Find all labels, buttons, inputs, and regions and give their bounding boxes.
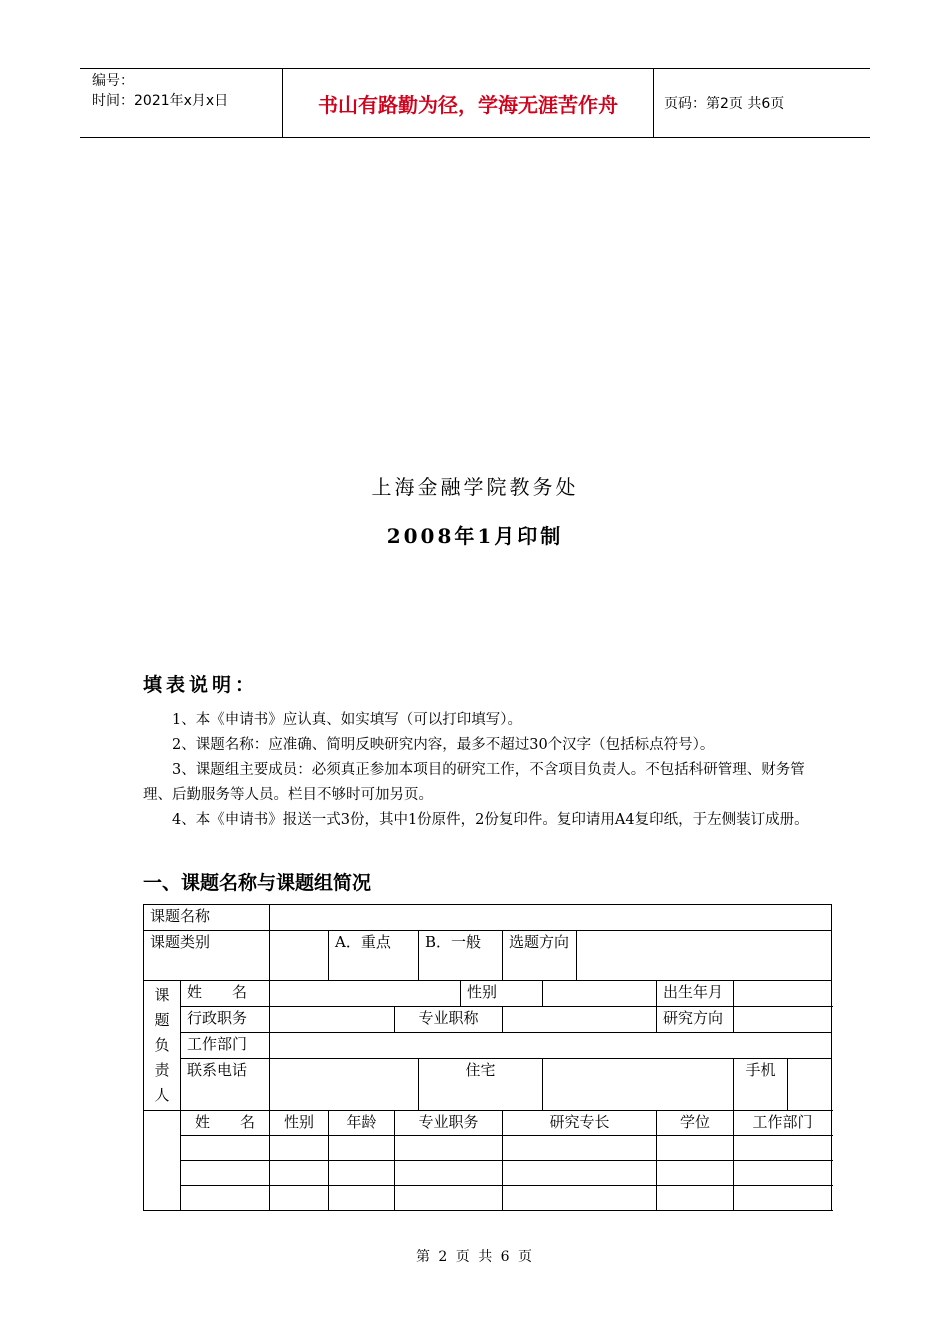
- table-row: [144, 1161, 832, 1186]
- member-title-field[interactable]: [395, 1186, 503, 1211]
- instructions-title: 填表说明：: [143, 674, 259, 696]
- leader-gender-label: 性别: [461, 981, 543, 1007]
- header-page-info: 页码：第2页 共6页: [664, 96, 785, 112]
- section-title: 一、课题名称与课题组简况: [143, 872, 372, 894]
- member-gender-field[interactable]: [270, 1136, 329, 1161]
- member-gender-field[interactable]: [270, 1161, 329, 1186]
- member-title-field[interactable]: [395, 1161, 503, 1186]
- header-meta: [80, 69, 282, 137]
- prof-title-field[interactable]: [503, 1007, 657, 1033]
- admin-post-field[interactable]: [270, 1007, 395, 1033]
- table-row: [144, 1136, 832, 1161]
- member-degree-field[interactable]: [657, 1186, 734, 1211]
- time-label: 时间：2021年x月x日: [92, 93, 229, 109]
- application-form-table: [143, 904, 832, 1211]
- department-field[interactable]: [270, 1033, 832, 1059]
- member-name-field[interactable]: [181, 1161, 270, 1186]
- member-age-field[interactable]: [329, 1186, 395, 1211]
- topic-type-label: 课题类别: [144, 931, 270, 981]
- member-department-field[interactable]: [734, 1186, 832, 1211]
- topic-name-field[interactable]: [270, 905, 832, 931]
- member-age-field[interactable]: [329, 1136, 395, 1161]
- member-gender-field[interactable]: [270, 1186, 329, 1211]
- topic-name-label: 课题名称: [144, 905, 270, 931]
- leader-name-label: 姓 名: [181, 981, 270, 1007]
- phone-label: 联系电话: [181, 1059, 270, 1111]
- member-age-field[interactable]: [329, 1161, 395, 1186]
- member-specialty-header: 研究专长: [503, 1111, 657, 1136]
- member-name-header: 姓 名: [181, 1111, 270, 1136]
- instruction-item: 3、课题组主要成员：必须真正参加本项目的研究工作，不含项目负责人。不包括科研管理、财务管理、后勤服务等人员。栏目不够时可加另页。: [143, 762, 805, 803]
- page-footer: 第 2 页 共 6 页: [415, 1249, 535, 1265]
- mobile-label: 手机: [734, 1059, 788, 1111]
- research-dir-field[interactable]: [734, 1007, 832, 1033]
- instruction-item: 2、课题名称：应准确、简明反映研究内容，最多不超过30个汉字（包括标点符号）。: [172, 737, 715, 753]
- number-label: 编号：: [92, 73, 134, 89]
- topic-type-field[interactable]: [270, 931, 329, 981]
- instruction-item: 1、本《申请书》应认真、如实填写（可以打印填写）。: [172, 712, 522, 728]
- member-specialty-field[interactable]: [503, 1136, 657, 1161]
- mobile-field[interactable]: [788, 1059, 832, 1111]
- leader-birth-label: 出生年月: [657, 981, 734, 1007]
- department-label: 工作部门: [181, 1033, 270, 1059]
- leader-gender-field[interactable]: [543, 981, 657, 1007]
- table-row: [144, 1186, 832, 1211]
- direction-field[interactable]: [577, 931, 832, 981]
- member-department-field[interactable]: [734, 1136, 832, 1161]
- member-degree-header: 学位: [657, 1111, 734, 1136]
- member-title-field[interactable]: [395, 1136, 503, 1161]
- member-specialty-field[interactable]: [503, 1161, 657, 1186]
- leader-vertical-text: 课题负责人: [154, 986, 170, 1104]
- instructions-list: [143, 708, 813, 833]
- research-dir-label: 研究方向: [657, 1007, 734, 1033]
- leader-vertical-label: [144, 981, 181, 1111]
- member-specialty-field[interactable]: [503, 1186, 657, 1211]
- member-name-field[interactable]: [181, 1186, 270, 1211]
- home-phone-field[interactable]: [543, 1059, 734, 1111]
- print-date: 2008年1月印制: [386, 524, 564, 548]
- leader-birth-field[interactable]: [734, 981, 832, 1007]
- member-name-field[interactable]: [181, 1136, 270, 1161]
- member-degree-field[interactable]: [657, 1136, 734, 1161]
- home-phone-label: 住宅: [419, 1059, 543, 1111]
- leader-name-field[interactable]: [270, 981, 461, 1007]
- header-motto: 书山有路勤为径，学海无涯苦作舟: [282, 69, 654, 137]
- member-department-header: 工作部门: [734, 1111, 832, 1136]
- members-side-cell: [144, 1111, 181, 1211]
- page-header: [80, 68, 870, 138]
- prof-title-label: 专业职称: [395, 1007, 503, 1033]
- member-title-header: 专业职务: [395, 1111, 503, 1136]
- member-department-field[interactable]: [734, 1161, 832, 1186]
- option-b-general[interactable]: B．一般: [419, 931, 503, 981]
- phone-field[interactable]: [270, 1059, 419, 1111]
- admin-post-label: 行政职务: [181, 1007, 270, 1033]
- direction-label: 选题方向: [503, 931, 577, 981]
- option-a-key[interactable]: A．重点: [329, 931, 419, 981]
- member-age-header: 年龄: [329, 1111, 395, 1136]
- organization-name: 上海金融学院教务处: [371, 475, 579, 499]
- instruction-item: 4、本《申请书》报送一式3份，其中1份原件，2份复印件。复印请用A4复印纸，于左侧装订成册。: [172, 812, 809, 828]
- member-gender-header: 性别: [270, 1111, 329, 1136]
- member-degree-field[interactable]: [657, 1161, 734, 1186]
